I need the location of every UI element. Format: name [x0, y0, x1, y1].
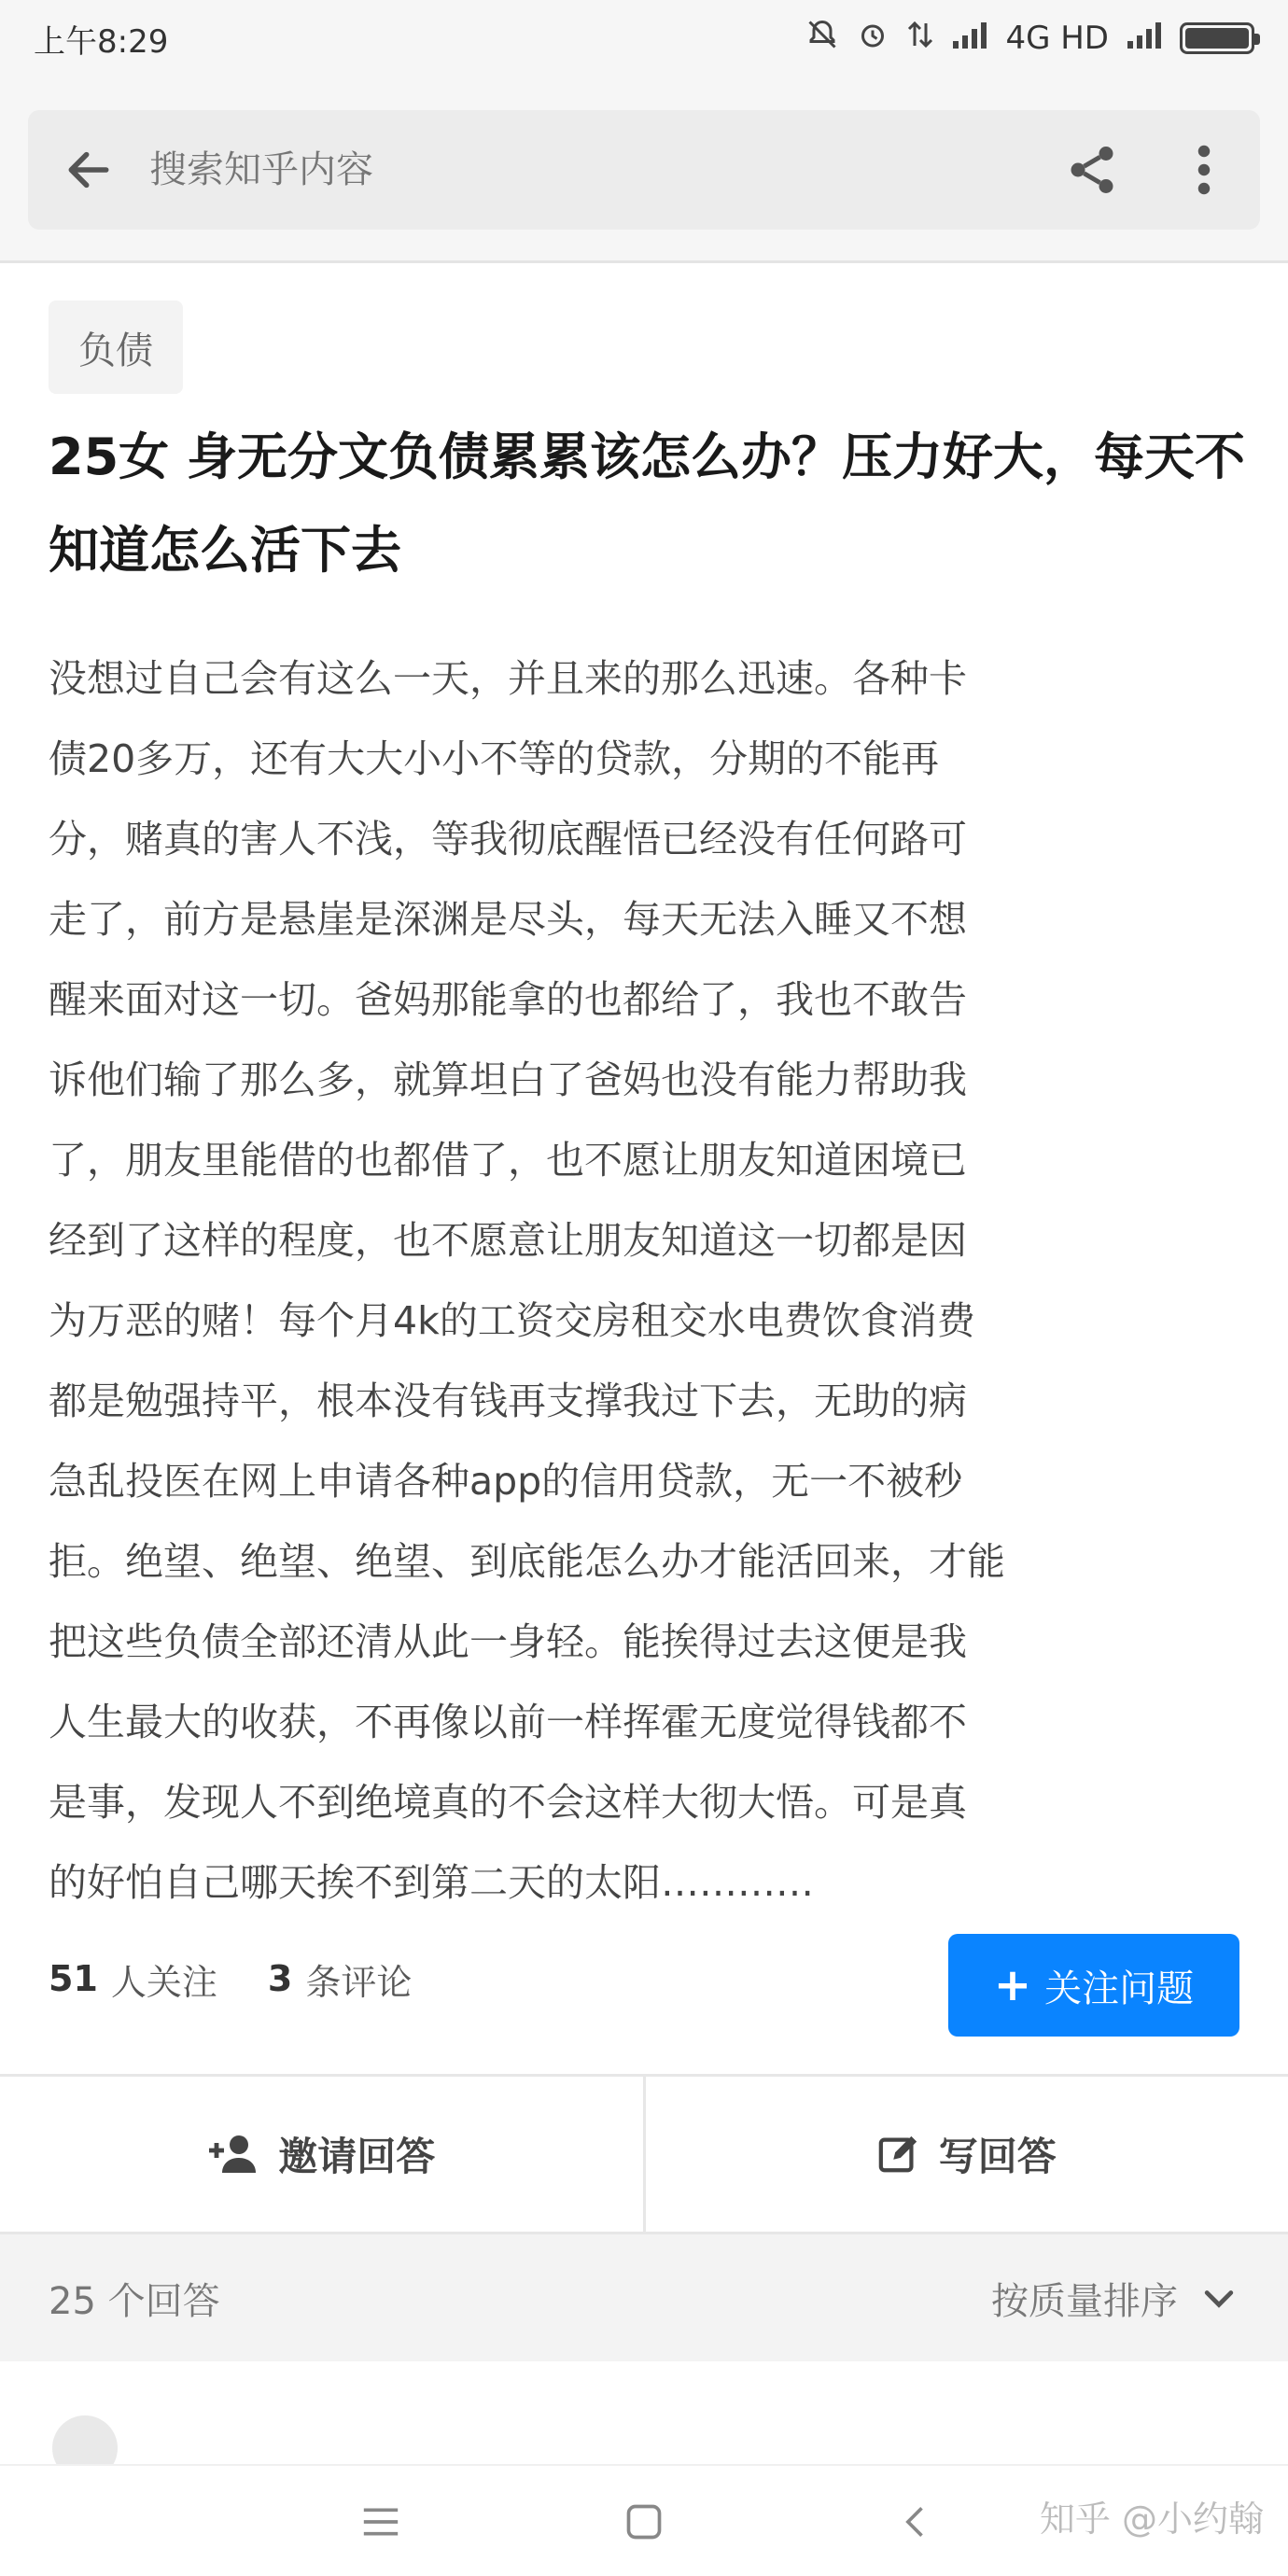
signal-icon-2 — [1126, 21, 1163, 56]
question-title: 25女 身无分文负债累累该怎么办？压力好大，每天不知道怎么活下去 — [49, 427, 1245, 580]
share-icon — [1064, 142, 1120, 198]
add-person-icon — [207, 2132, 259, 2177]
menu-nav-button[interactable] — [325, 2466, 437, 2576]
data-transfer-icon — [906, 18, 934, 59]
search-input[interactable] — [149, 110, 1036, 230]
write-label: 写回答 — [938, 2134, 1057, 2179]
battery-icon — [1180, 22, 1254, 54]
body-line: 经到了这样的程度，也不愿意让朋友知道这一切都是因 — [49, 1218, 967, 1263]
question-body — [49, 638, 1253, 1923]
status-icons — [805, 18, 1254, 59]
invite-answer-button[interactable] — [0, 2077, 643, 2232]
body-line: 债20多万，还有大大小小不等的贷款，分期的不能再 — [49, 736, 940, 781]
more-button[interactable] — [1148, 110, 1260, 230]
plus-icon: + — [993, 1959, 1032, 2011]
search-bar — [28, 110, 1260, 230]
app-header — [0, 77, 1288, 263]
action-bar — [0, 2074, 1288, 2234]
body-line: 把这些负债全部还清从此一身轻。能挨得过去这便是我 — [49, 1619, 967, 1664]
more-vertical-icon — [1185, 142, 1223, 198]
question-meta — [49, 1941, 462, 2016]
followers-count: 51 — [49, 1958, 98, 1999]
sort-dropdown[interactable] — [991, 2272, 1239, 2325]
body-line: 了，朋友里能借的也都借了，也不愿让朋友知道困境已 — [49, 1138, 967, 1183]
home-nav-button[interactable] — [588, 2466, 700, 2576]
chevron-down-icon — [1198, 2277, 1239, 2318]
body-line: 分，赌真的害人不浅，等我彻底醒悟已经没有任何路可 — [49, 817, 967, 861]
chevron-left-icon — [896, 2501, 937, 2542]
status-time: 上午8:29 — [34, 22, 169, 61]
answers-count: 25 个回答 — [49, 2279, 220, 2323]
edit-icon — [877, 2133, 920, 2176]
body-line: 诉他们输了那么多，就算坦白了爸妈也没有能力帮助我 — [49, 1057, 967, 1102]
comments-stat[interactable] — [268, 1953, 412, 2005]
body-line: 走了，前方是悬崖是深渊是尽头，每天无法入睡又不想 — [49, 897, 967, 942]
comments-count: 3 — [267, 1958, 293, 1999]
invite-label: 邀请回答 — [278, 2134, 436, 2179]
body-line: 醒来面对这一切。爸妈那能拿的也都给了，我也不敢告 — [49, 977, 967, 1022]
sort-label: 按质量排序 — [991, 2279, 1178, 2323]
body-line: 拒。绝望、绝望、绝望、到底能怎么办才能活回来，才能 — [49, 1539, 1005, 1584]
menu-icon — [360, 2503, 401, 2541]
alarm-icon — [856, 18, 889, 59]
topic-tag[interactable]: 负债 — [49, 301, 183, 394]
square-home-icon — [623, 2501, 665, 2542]
signal-icon — [951, 21, 988, 56]
followers-label: 人关注 — [110, 1961, 217, 2003]
comments-label: 条评论 — [305, 1961, 413, 2003]
body-line: 是事，发现人不到绝境真的不会这样大彻大悟。可是真 — [49, 1780, 967, 1825]
write-answer-button[interactable] — [643, 2077, 1288, 2232]
body-line: 为万恶的赌！每个月4k的工资交房租交水电费饮食消费 — [49, 1298, 975, 1343]
silent-icon — [805, 18, 839, 59]
body-line: 的好怕自己哪天挨不到第二天的太阳………… — [49, 1860, 814, 1905]
status-bar — [0, 0, 1288, 77]
arrow-left-icon — [63, 144, 115, 196]
back-button[interactable] — [28, 110, 149, 230]
watermark: 知乎 @小约翰 — [1039, 2499, 1264, 2540]
body-line: 都是勉强持平，根本没有钱再支撑我过下去，无助的病 — [49, 1379, 967, 1423]
body-line: 急乱投医在网上申请各种app的信用贷款，无一不被秒 — [49, 1459, 963, 1504]
answers-header — [0, 2234, 1288, 2361]
back-nav-button[interactable] — [861, 2466, 973, 2576]
share-button[interactable] — [1036, 110, 1148, 230]
body-line: 没想过自己会有这么一天，并且来的那么迅速。各种卡 — [49, 656, 967, 701]
followers-stat — [49, 1953, 217, 2005]
body-line: 人生最大的收获，不再像以前一样挥霍无度觉得钱都不 — [49, 1700, 967, 1744]
network-type: 4G HD — [1005, 20, 1109, 57]
follow-question-button[interactable] — [948, 1934, 1239, 2037]
follow-button-label: 关注问题 — [1044, 1967, 1195, 2010]
